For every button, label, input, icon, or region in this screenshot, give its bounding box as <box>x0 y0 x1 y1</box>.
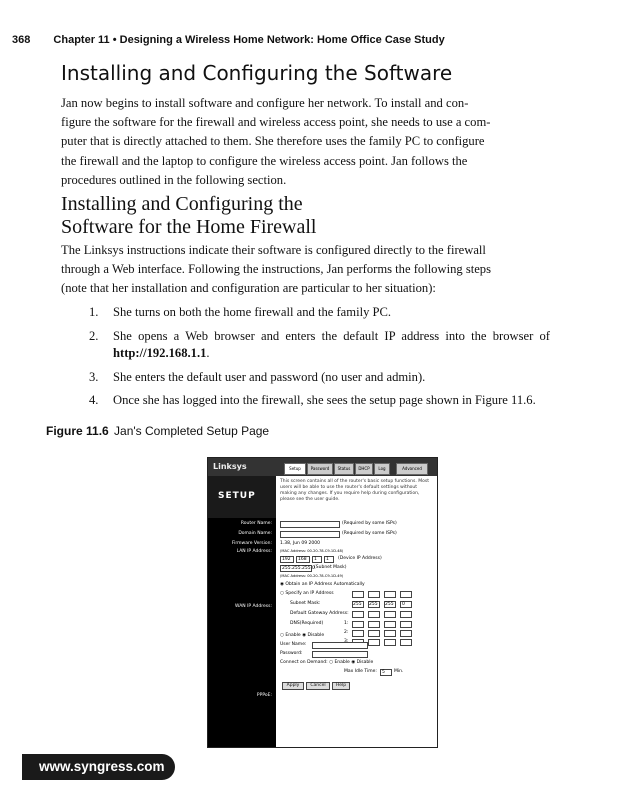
tab-setup: Setup <box>284 463 306 475</box>
subnet-hint: (Subnet Mask) <box>314 565 347 570</box>
url-text: http://192.168.1.1 <box>113 346 207 360</box>
wan-subnet-label: Subnet Mask: <box>290 601 321 606</box>
ip-box <box>384 611 396 618</box>
field-label: Firmware Version: <box>231 541 272 546</box>
wan-subnet-octet <box>400 601 412 608</box>
text-line: through a Web interface. Following the instructions, Jan performs the following steps <box>61 262 492 277</box>
connect-label: Connect on Demand: <box>280 660 328 665</box>
cancel-button: Cancel <box>306 682 330 690</box>
footer-badge <box>22 754 175 780</box>
step-number: 2. <box>89 328 99 343</box>
domain-name-hint: (Required by some ISPs) <box>342 531 397 536</box>
setup-title-block <box>208 476 276 518</box>
ip-box <box>400 591 412 598</box>
field-label: Router Name: <box>240 521 272 526</box>
running-header <box>12 34 445 46</box>
field-label: Domain Name: <box>238 531 272 536</box>
list-item <box>75 328 550 363</box>
text-line: puter that is directly attached to them. She therefore uses the family PC to configure <box>61 134 485 149</box>
step-end: . <box>206 346 210 360</box>
lan-ip-octet <box>296 556 310 563</box>
user-name-label: User Name: <box>280 642 307 647</box>
subsection-heading <box>61 193 316 239</box>
ip-box <box>400 611 412 618</box>
connect-disable: Disable <box>356 660 374 665</box>
octet-value: 255 <box>353 602 362 607</box>
step-text: She opens a Web browser and enters the default IP address into the browser of <box>113 328 550 343</box>
lan-ip-octet <box>312 556 322 563</box>
pppoe-disable: Disable <box>307 633 325 638</box>
pppoe-enable: Enable <box>285 633 301 638</box>
list-item <box>75 369 550 387</box>
figure-label: Figure 11.6 <box>46 424 109 438</box>
ip-box <box>368 591 380 598</box>
octet-value: 255 <box>385 602 394 607</box>
figure-title: Jan's Completed Setup Page <box>114 424 270 438</box>
octet-value: 192 <box>282 557 291 562</box>
subnet-value: 255.255.255.0 <box>282 566 315 571</box>
lan-ip-octet <box>280 556 294 563</box>
gateway-label: Default Gateway Address: <box>290 611 349 616</box>
ip-box <box>384 591 396 598</box>
step-text: She enters the default user and password (no user and admin). <box>113 369 426 384</box>
running-title: Chapter 11 • Designing a Wireless Home Network: Home Office Case Study <box>53 34 445 46</box>
page-number: 368 <box>12 34 31 46</box>
ip-box <box>352 591 364 598</box>
ip-box <box>400 639 412 646</box>
screenshot-top-bar <box>208 458 437 476</box>
connect-on-demand: Connect on Demand: ○ Enable ◉ Disable <box>280 660 374 665</box>
wan-subnet-octet <box>384 601 396 608</box>
specify-ip-label: Specify an IP Address <box>285 591 334 596</box>
ip-box <box>368 611 380 618</box>
max-idle-unit: Min. <box>394 669 404 674</box>
password-input <box>312 651 368 658</box>
firmware-value: 1.38, Jun 09 2000 <box>280 541 320 546</box>
step-text: Once she has logged into the firewall, she sees the setup page shown in Figure 11.6. <box>113 393 536 407</box>
linksys-logo: Linksys <box>213 462 247 471</box>
setup-title: SETUP <box>218 491 256 501</box>
octet-value: 1 <box>326 557 329 562</box>
footer-website: www.syngress.com <box>39 759 165 774</box>
router-name-hint: (Required by some ISPs) <box>342 521 397 526</box>
tab-status: Status <box>334 463 354 475</box>
specify-ip-radio: ○ Specify an IP Address <box>280 591 334 596</box>
ip-box <box>352 611 364 618</box>
password-label: Password: <box>280 651 303 656</box>
ip-box <box>368 639 380 646</box>
max-idle-input <box>380 669 392 676</box>
field-label: LAN IP Address: <box>236 549 272 554</box>
section-heading: Installing and Configuring the Software <box>61 61 453 85</box>
ip-box <box>368 630 380 637</box>
text-line: (note that her installation and configuration are particular to her situation): <box>61 281 436 296</box>
lan-ip-octet <box>324 556 334 563</box>
subnet-select <box>280 565 315 572</box>
tab-log: Log <box>374 463 390 475</box>
setup-description: This screen contains all of the router's basic setup functions. Most users will be able to use the router's default settings without making any changes. If you require help during configuration, please see the user guide. <box>280 479 429 502</box>
ip-box <box>384 639 396 646</box>
domain-name-input <box>280 531 340 538</box>
ip-box <box>384 621 396 628</box>
heading-line: Software for the Home Firewall <box>61 216 317 238</box>
list-item <box>75 392 550 410</box>
text-line: The Linksys instructions indicate their software is configured directly to the firewall <box>61 243 486 257</box>
step-text: She turns on both the home firewall and the family PC. <box>113 305 392 319</box>
step-number: 4. <box>89 393 99 407</box>
text-line: procedures outlined in the following section. <box>61 172 287 187</box>
lan-ip-hint: (Device IP Address) <box>338 556 382 561</box>
steps-list <box>75 304 550 416</box>
label-column <box>208 518 276 747</box>
octet-value: 168 <box>298 557 307 562</box>
wan-subnet-octet <box>368 601 380 608</box>
dns-label: DNS(Required) <box>290 621 324 626</box>
tab-advanced: Advanced <box>396 463 428 475</box>
heading-line: Installing and Configuring the <box>61 193 303 215</box>
step-number: 3. <box>89 369 99 384</box>
obtain-ip-radio: ◉ Obtain an IP Address Automatically <box>280 582 365 587</box>
text-line: the firewall and the laptop to configure the wireless access point. Jan follows the <box>61 153 468 168</box>
apply-button: Apply <box>282 682 304 690</box>
wan-subnet-octet <box>352 601 364 608</box>
obtain-ip-label: Obtain an IP Address Automatically <box>285 582 365 587</box>
pppoe-radios: ○ Enable ◉ Disable <box>280 633 325 638</box>
octet-value: 255 <box>369 602 378 607</box>
router-name-input <box>280 521 340 528</box>
ip-box <box>384 630 396 637</box>
dns-index: 1: <box>344 621 349 626</box>
tab-password: Password <box>307 463 333 475</box>
ip-box <box>368 621 380 628</box>
lan-mac: (MAC Address: 00-20-78-C9-1D-48) <box>280 549 344 553</box>
octet-value: 1 <box>314 557 317 562</box>
text-line: Jan now begins to install software and configure her network. To install and con- <box>61 96 469 110</box>
ip-box <box>400 630 412 637</box>
help-button: Help <box>332 682 350 690</box>
setup-page-screenshot <box>207 457 438 748</box>
step-number: 1. <box>89 305 99 319</box>
field-label: WAN IP Address: <box>235 604 272 609</box>
wan-mac: (MAC Address: 00-20-78-C9-1D-49) <box>280 574 344 578</box>
connect-enable: Enable <box>334 660 350 665</box>
text-line: figure the software for the firewall and wireless access point, she needs to use a com- <box>61 115 491 130</box>
max-idle-label: Max Idle Time: <box>344 669 377 674</box>
ip-box <box>352 621 364 628</box>
octet-value: 0 <box>402 602 405 607</box>
field-label: PPPoE: <box>256 693 272 698</box>
list-item <box>75 304 550 322</box>
intro-paragraph <box>61 94 547 190</box>
ip-box <box>400 621 412 628</box>
firewall-paragraph <box>61 241 547 299</box>
dns-index: 2: <box>344 630 349 635</box>
figure-caption <box>46 424 269 438</box>
tab-dhcp: DHCP <box>355 463 373 475</box>
max-idle-value: 5 <box>382 670 385 675</box>
user-name-input <box>312 642 368 649</box>
ip-box <box>352 630 364 637</box>
